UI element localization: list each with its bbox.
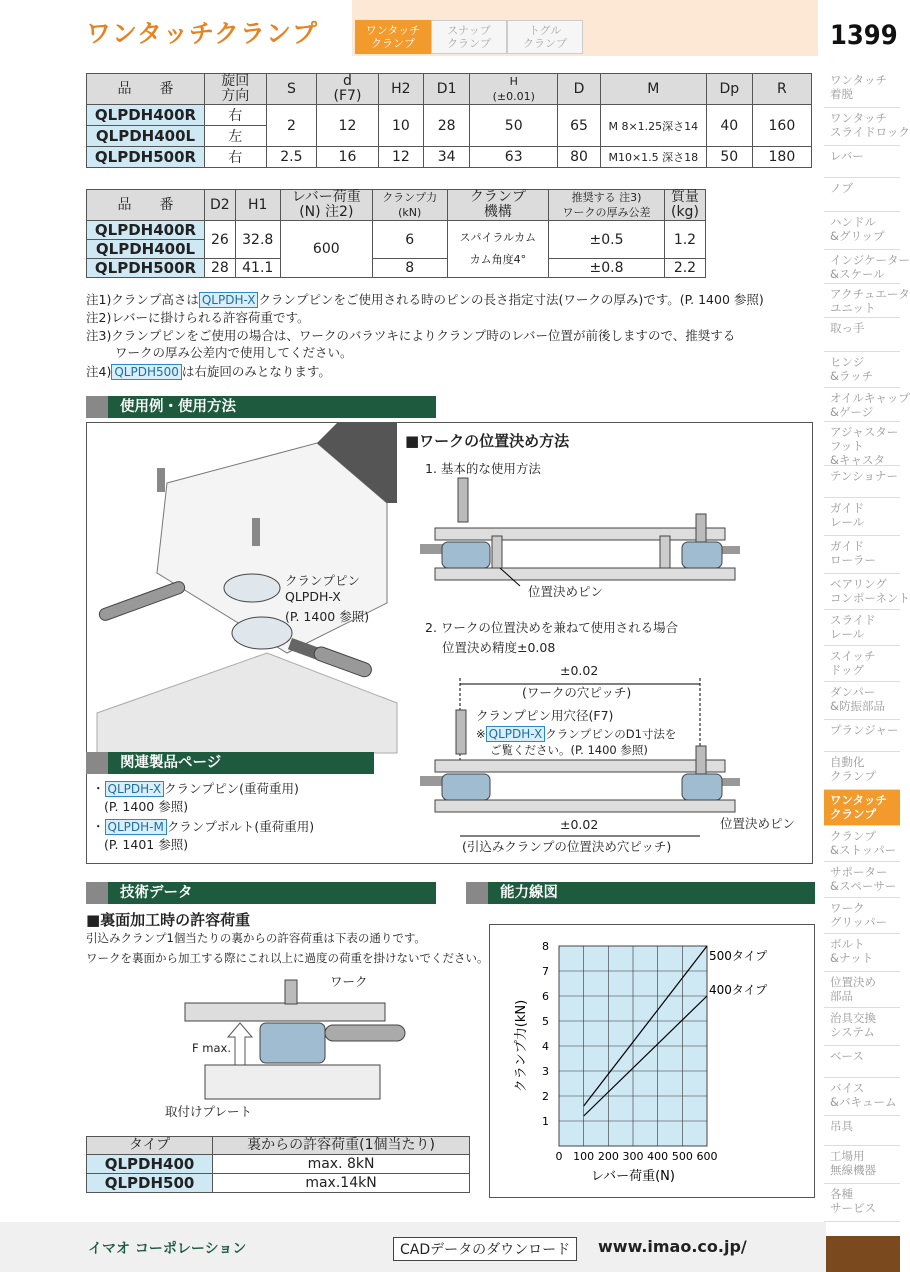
- ref-note-2: ご覧ください。(P. 1400 参照): [490, 743, 648, 757]
- note-3-cont: ワークの厚み公差内で使用してください。: [115, 345, 353, 360]
- table-header: D2: [205, 190, 236, 221]
- related-ref-1[interactable]: (P. 1400 参照): [104, 799, 189, 814]
- plate-label: 取付けプレート: [165, 1104, 253, 1119]
- table-header: Dp: [706, 74, 752, 105]
- table-cell: 16: [317, 147, 378, 168]
- sidebar-item[interactable]: 取っ手: [824, 318, 900, 352]
- table-cell: 63: [470, 147, 558, 168]
- table-cell: 50: [706, 147, 752, 168]
- tab-label: ワンタッチ: [365, 24, 421, 37]
- y-tick-label: 3: [542, 1065, 549, 1078]
- sidebar-item[interactable]: サポーター &スペーサー: [824, 862, 900, 898]
- table-header: D1: [424, 74, 470, 105]
- part-number: QLPDH400R: [87, 221, 205, 240]
- table-cell: 180: [752, 147, 811, 168]
- y-tick-label: 5: [542, 1015, 549, 1028]
- x-tick-label: 100: [573, 1150, 595, 1163]
- table-header-row: [87, 190, 706, 221]
- product-link[interactable]: QLPDH-M: [105, 819, 167, 835]
- table-header: 質量 (kg): [664, 190, 705, 221]
- sidebar-item[interactable]: インジケーター &スケール: [824, 250, 900, 284]
- table-cell: 160: [752, 105, 811, 147]
- table-cell: 600: [280, 221, 372, 278]
- related-text: クランプボルト(重荷重用): [166, 819, 315, 834]
- table-cell: 50: [470, 105, 558, 147]
- table-cell: 32.8: [235, 221, 280, 259]
- spec-table-1: [86, 73, 812, 168]
- note-1: [86, 291, 764, 309]
- table-header: タイプ: [87, 1137, 213, 1155]
- table-cell: 40: [706, 105, 752, 147]
- page-title: ワンタッチクランプ: [86, 19, 319, 48]
- series-label: 400タイプ: [709, 983, 768, 997]
- step-1: 1. 基本的な使用方法: [425, 461, 541, 476]
- pin-label-code: QLPDH-X: [285, 589, 341, 604]
- table-cell: 2: [266, 105, 317, 147]
- table-cell: 右: [205, 147, 267, 168]
- sidebar-item[interactable]: 吊具: [824, 1116, 900, 1146]
- section-heading-capacity: [466, 882, 815, 904]
- table-row: [87, 1174, 470, 1193]
- note-3: 注3)クランプピンをご使用の場合は、ワークのバラツキによりクランプ時のレバー位置が前後しますので、推奨する: [86, 328, 736, 343]
- load-cell: max.14kN: [213, 1174, 470, 1193]
- y-tick-label: 2: [542, 1090, 549, 1103]
- positioning-pin-label-2: 位置決めピン: [720, 816, 796, 831]
- type-cell: QLPDH400: [87, 1155, 213, 1174]
- sidebar-item[interactable]: ガイド レール: [824, 498, 900, 536]
- sidebar-item[interactable]: レバー: [824, 146, 900, 178]
- table-cell: 6: [372, 221, 447, 259]
- allowable-load-table: [86, 1136, 470, 1193]
- section-title: 関連製品ページ: [120, 755, 222, 771]
- positioning-title: ■ワークの位置決め方法: [405, 432, 570, 450]
- table-header: レバー荷重 (N) 注2): [280, 190, 372, 221]
- pitch-caption-2: (引込みクランプの位置決め穴ピッチ): [462, 839, 672, 854]
- x-axis-label: レバー荷重(N): [591, 1169, 675, 1184]
- table-cell: 34: [424, 147, 470, 168]
- table-cell: 80: [558, 147, 601, 168]
- table-header-row: [87, 1137, 470, 1155]
- related-item-2: ・ QLPDH-M クランプボルト(重荷重用): [92, 819, 315, 834]
- sidebar-item[interactable]: スイッチ ドッグ: [824, 646, 900, 682]
- table-cell: 12: [378, 147, 424, 168]
- tab-label: クランプ: [447, 37, 491, 50]
- section-title: 技術データ: [120, 885, 193, 901]
- tab-label: スナップ: [447, 24, 491, 37]
- product-link[interactable]: QLPDH-X: [486, 726, 546, 742]
- sidebar-item[interactable]: ハンドル &グリップ: [824, 212, 900, 250]
- table-header: M: [600, 74, 706, 105]
- table-row: [87, 105, 812, 126]
- note-text: 注1)クランプ高さは: [86, 292, 199, 307]
- sidebar-item[interactable]: テンショナー: [824, 466, 900, 498]
- sidebar-item[interactable]: ワンタッチ クランプ: [824, 790, 900, 826]
- part-number: QLPDH400R: [87, 105, 205, 126]
- sidebar-item[interactable]: 各種 サービス: [824, 1184, 900, 1222]
- hole-label: クランプピン用穴径(F7): [476, 708, 614, 723]
- section-marker: [86, 396, 108, 418]
- section-marker: [86, 752, 108, 774]
- x-tick-label: 0: [555, 1150, 563, 1163]
- pin-label-ref: (P. 1400 参照): [285, 609, 370, 624]
- sidebar-item[interactable]: 位置決め 部品: [824, 972, 900, 1008]
- product-link[interactable]: QLPDH-X: [105, 781, 165, 797]
- table-row: [87, 259, 706, 278]
- sidebar-item[interactable]: クランプ &ストッパー: [824, 826, 900, 862]
- table-cell: 28: [205, 259, 236, 278]
- sidebar-item[interactable]: ダンパー &防振部品: [824, 682, 900, 720]
- page-number: 1399: [830, 20, 898, 51]
- table-header: 品 番: [87, 74, 205, 105]
- table-cell: ±0.8: [549, 259, 665, 278]
- tech-subheading: ■裏面加工時の許容荷重: [86, 911, 251, 929]
- table-cell: スパイラルカム カム角度4°: [447, 221, 549, 278]
- work-label: ワーク: [330, 974, 368, 989]
- part-number: QLPDH500R: [87, 259, 205, 278]
- note-2: 注2)レバーに掛けられる許容荷重です。: [86, 310, 310, 325]
- tab-label: クランプ: [523, 37, 567, 50]
- tech-desc-2: ワークを裏面から加工する際にこれ以上に過度の荷重を掛けないでください。: [86, 951, 489, 965]
- sidebar-item[interactable]: プランジャー: [824, 720, 900, 752]
- sidebar-item[interactable]: スライド レール: [824, 610, 900, 646]
- table-cell: 26: [205, 221, 236, 259]
- y-tick-label: 7: [542, 965, 549, 978]
- table-cell: 1.2: [664, 221, 705, 259]
- sidebar-item[interactable]: ボルト &ナット: [824, 934, 900, 972]
- x-tick-label: 500: [671, 1150, 693, 1163]
- table-header: H2: [378, 74, 424, 105]
- sidebar-item[interactable]: ガイド ローラー: [824, 536, 900, 574]
- table-header: クランプ 機構: [447, 190, 549, 221]
- section-marker: [466, 882, 488, 904]
- table-cell: 8: [372, 259, 447, 278]
- sidebar-item[interactable]: 自動化 クランプ: [824, 752, 900, 790]
- table-header-row: [87, 74, 812, 105]
- y-axis-label: クランプ力(kN): [514, 999, 529, 1093]
- load-cell: max. 8kN: [213, 1155, 470, 1174]
- related-item-1: ・ QLPDH-X クランプピン(重荷重用): [92, 781, 299, 796]
- table-header: H (±0.01): [470, 74, 558, 105]
- table-cell: ±0.5: [549, 221, 665, 259]
- table-row: [87, 1155, 470, 1174]
- ref-mark: ※: [476, 727, 486, 741]
- table-cell: 2.5: [266, 147, 317, 168]
- table-header: H1: [235, 190, 280, 221]
- sidebar-item[interactable]: ワンタッチ スライドロック: [824, 108, 900, 146]
- y-tick-label: 6: [542, 990, 549, 1003]
- footer-corner: [826, 1236, 900, 1272]
- tech-desc-1: 引込みクランプ1個当たりの裏からの許容荷重は下表の通りです。: [86, 931, 426, 945]
- table-cell: 41.1: [235, 259, 280, 278]
- accuracy: 位置決め精度±0.08: [442, 640, 556, 655]
- table-cell: 12: [317, 105, 378, 147]
- y-tick-label: 4: [542, 1040, 549, 1053]
- table-row: [87, 147, 812, 168]
- table-cell: 左: [205, 126, 267, 147]
- table-header: クランプ力 (kN): [372, 190, 447, 221]
- capacity-chart: [489, 924, 815, 1198]
- table-cell: 10: [378, 105, 424, 147]
- x-tick-label: 400: [647, 1150, 669, 1163]
- part-number: QLPDH400L: [87, 240, 205, 259]
- ref-text: クランプピンのD1寸法を: [545, 727, 677, 741]
- category-tab-onetouch[interactable]: [355, 20, 431, 54]
- sidebar-item[interactable]: ノブ: [824, 178, 900, 212]
- spec-table-2: [86, 189, 706, 278]
- sidebar-item[interactable]: 治具交換 システム: [824, 1008, 900, 1046]
- table-header: 品 番: [87, 190, 205, 221]
- company-logo: イマオ コーポレーション: [88, 1241, 247, 1257]
- category-tab-toggle[interactable]: [507, 20, 583, 54]
- sidebar-item[interactable]: ワーク グリッパー: [824, 898, 900, 934]
- sidebar-item[interactable]: ベアリング コンポーネント: [824, 574, 900, 610]
- x-tick-label: 200: [597, 1150, 619, 1163]
- pitch-value-1: ±0.02: [560, 663, 599, 678]
- sidebar-item[interactable]: アクチュエータ ユニット: [824, 284, 900, 318]
- section-heading-related: [86, 752, 374, 774]
- y-tick-label: 8: [542, 940, 549, 953]
- x-tick-label: 600: [696, 1150, 718, 1163]
- table-header: 裏からの許容荷重(1個当たり): [213, 1137, 470, 1155]
- sidebar-item[interactable]: バイス &バキューム: [824, 1078, 900, 1116]
- section-heading-usage: [86, 396, 436, 418]
- section-title: 使用例・使用方法: [120, 399, 236, 415]
- pin-label: クランプピン: [285, 573, 361, 588]
- note-4: [86, 363, 331, 381]
- table-row: [87, 221, 706, 240]
- sidebar-item[interactable]: オイルキャップ &ゲージ: [824, 388, 900, 422]
- pitch-value-2: ±0.02: [560, 817, 599, 832]
- part-number: QLPDH500R: [87, 147, 205, 168]
- part-number: QLPDH400L: [87, 126, 205, 147]
- type-cell: QLPDH500: [87, 1174, 213, 1193]
- section-marker: [86, 882, 108, 904]
- table-header: D: [558, 74, 601, 105]
- series-label: 500タイプ: [709, 949, 768, 963]
- cad-download-button[interactable]: CADデータのダウンロード: [393, 1237, 577, 1261]
- section-title: 能力線図: [500, 885, 558, 901]
- related-text: クランプピン(重荷重用): [164, 781, 299, 796]
- category-tab-snap[interactable]: [431, 20, 507, 54]
- sidebar-item[interactable]: ワンタッチ 着脱: [824, 70, 900, 108]
- product-link[interactable]: QLPDH500: [111, 364, 182, 380]
- related-ref-2[interactable]: (P. 1401 参照): [104, 837, 189, 852]
- y-tick-label: 1: [542, 1115, 549, 1128]
- table-cell: 2.2: [664, 259, 705, 278]
- tab-label: クランプ: [371, 37, 415, 50]
- website-link[interactable]: www.imao.co.jp/: [598, 1237, 747, 1256]
- table-header: 推奨する 注3) ワークの厚み公差: [549, 190, 665, 221]
- table-header: 旋回 方向: [205, 74, 267, 105]
- table-header: d (F7): [317, 74, 378, 105]
- table-cell: M 8×1.25深さ14: [600, 105, 706, 147]
- sidebar-item[interactable]: ヒンジ &ラッチ: [824, 352, 900, 388]
- sidebar-item[interactable]: ベース: [824, 1046, 900, 1078]
- tab-label: トグル: [528, 24, 562, 37]
- table-header: S: [266, 74, 317, 105]
- table-cell: 右: [205, 105, 267, 126]
- product-link[interactable]: QLPDH-X: [199, 292, 259, 308]
- note-text: は右旋回のみとなります。: [181, 364, 331, 379]
- fmax-label: F max.: [192, 1041, 231, 1055]
- step-2: 2. ワークの位置決めを兼ねて使用される場合: [425, 620, 679, 635]
- table-cell: 65: [558, 105, 601, 147]
- section-heading-tech: [86, 882, 436, 904]
- note-text: 注4): [86, 364, 112, 379]
- sidebar-item[interactable]: アジャスター フット &キャスタ: [824, 422, 900, 466]
- table-cell: 28: [424, 105, 470, 147]
- x-tick-label: 300: [622, 1150, 644, 1163]
- note-text: クランプピンをご使用される時のピンの長さ指定寸法(ワークの厚み)です。(P. 1400 参照): [258, 292, 764, 307]
- table-header: R: [752, 74, 811, 105]
- pitch-caption-1: (ワークの穴ピッチ): [522, 685, 632, 700]
- sidebar-item[interactable]: 工場用 無線機器: [824, 1146, 900, 1184]
- positioning-pin-label: 位置決めピン: [528, 584, 604, 599]
- table-cell: M10×1.5 深さ18: [600, 147, 706, 168]
- basic-usage-diagram: [420, 474, 750, 594]
